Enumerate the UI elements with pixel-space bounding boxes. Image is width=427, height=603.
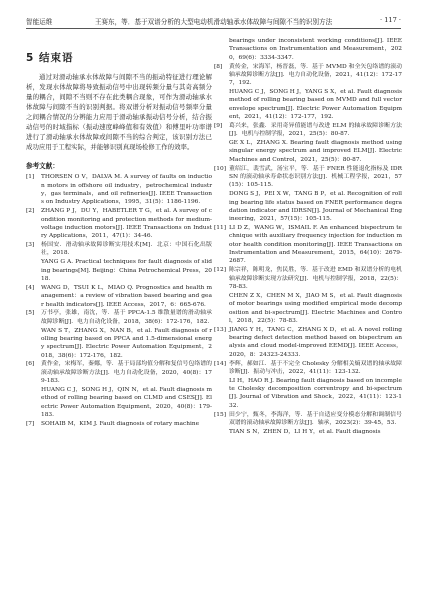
reference-entry [26, 258, 212, 283]
reference-number: [12] [214, 267, 226, 274]
reference-text: HUANG C J，SONG H J，YANG S X，et al. Fault diagnosis method of rolling bearing based on MVMD and full vector envelope spectrum[J]. Electric Power Automation Equipment，2021，41(12)：172-177，192. [229, 89, 402, 121]
reference-number: [7] [26, 420, 35, 427]
reference-number: [2] [26, 208, 35, 215]
reference-number: [3] [26, 242, 35, 249]
reference-text: SOHAIB M，KIM J. Fault diagnosis of rotary machine [41, 420, 200, 427]
reference-text: 黄作金，宋梅军，秦娜，等．基于局部均值分解和复信号包络谱的滚动轴承故障诊断方法[J]．电力自动化设备，2020，40(8)：179-183. [41, 361, 212, 385]
reference-entry [214, 224, 402, 266]
reference-text: LI H，HAO R J. Bearing fault diagnosis based on incomplete Cholesky decomposition correntropy and bi-spectrum[J]. Journal of Vibration and Shock，2022，41(11)：123-132. [229, 377, 402, 409]
reference-list-right [214, 37, 402, 436]
reference-entry [214, 165, 402, 190]
reference-text: bearings under inconsistent working conditions[J]. IEEE Transactions on Instrumentation and Measurement，2020，69(6)：3334-3347. [229, 38, 402, 61]
reference-text: 田少宁，甄冬，李海洋，等．基于自适应变分模态分解和调制信号双谱的滚动轴承故障诊断方法[J]．轴承，2023(2)：39-45，53. [229, 411, 402, 426]
running-header [26, 14, 401, 29]
reference-entry [214, 292, 402, 325]
reference-entry [214, 377, 402, 410]
reference-entry [214, 428, 402, 436]
reference-number: [9] [214, 122, 223, 129]
reference-entry [26, 207, 212, 240]
reference-number: [8] [214, 63, 223, 70]
reference-entry [214, 190, 402, 223]
reference-text: DONG S J，PEI X W，TANG B P，et al. Recognition of rolling bearing life status based on FNER performance degradation indicator and IDRSN[J]. Journal of Mechanical Engineering，2021，57(15)：105-115. [229, 191, 402, 223]
reference-entry [26, 420, 212, 428]
reference-text: WANG D，TSUI K L，MIAO Q. Prognostics and health management：a review of vibration based bearing and gear health indicators[J]. IEEE Access，2017，6：665-676. [41, 284, 212, 308]
reference-list-left [26, 173, 212, 428]
reference-entry [214, 63, 402, 88]
article-running-title: 王赛东，等．基于双谱分析的大型电动机滑动轴承水体故障与间隙不当的识别方法 [94, 18, 333, 26]
reference-entry [214, 411, 402, 428]
references-heading: 参考文献： [26, 162, 59, 171]
reference-entry [214, 37, 402, 62]
reference-number: [14] [214, 360, 226, 367]
left-column [26, 50, 212, 429]
reference-number: [13] [214, 326, 226, 333]
reference-text: HUANG C J，SONG H J，QIN N，et al. Fault diagnosis method of rolling bearing based on CLMD and CSES[J]. Electric Power Automation Equipment，2020，40(8)：179-183. [41, 386, 212, 418]
reference-text: JIANG Y H，TANG C，ZHANG X D，et al. A novel rolling bearing defect detection method based on bispectrum analysis and cloud model-improved EEMD[J]. IEEE Access，2020，8：24323-24333. [229, 326, 402, 358]
reference-text: 陈宗祥，陈明龙，焦民胜，等．基于改进 EMD 和双谱分析的电机轴承故障诊断实现方法研究[J]．电机与控制学报，2018，22(5)：78-83. [229, 267, 402, 290]
reference-text: WAN S T，ZHANG X，NAN B，et al. Fault diagnosis of rolling bearing based on PPCA and 1.5-dimensional energy spectrum[J]. Electric Power Automation Equipment，2018，38(6)：172-176，182. [41, 327, 212, 359]
reference-number: [15] [214, 411, 226, 418]
reference-text: 董绍江，裴雪武，汤宝平，等．基于 FNER 性能退化指标及 IDRSN 的滚动轴承寿命状态识别方法[J]．机械工程学报，2021，57(15)：105-115. [229, 165, 402, 189]
reference-text: 杨国安．滑动轴承故障诊断实用技术[M]．北京：中国石化出版社，2018. [41, 242, 212, 257]
reference-entry [214, 88, 402, 121]
reference-text: GE X L，ZHANG X. Bearing fault diagnosis method using singular energy spectrum and improved ELM[J]. Electric Machines and Control，2021，25(5)：80-87. [229, 140, 402, 163]
reference-entry [26, 309, 212, 326]
section-body [26, 72, 212, 152]
reference-number: [11] [214, 225, 226, 232]
reference-entry [214, 360, 402, 377]
reference-number: [5] [26, 310, 35, 317]
reference-text: 万书亭，张雄，南沈，等．基于 PPCA-1.5 维散量谱的滑动轴承故障诊断[J]．电力自动化设备，2018，38(6)：172-176，182. [41, 310, 212, 325]
reference-text: YANG G A. Practical techniques for fault diagnosis of sliding bearings[M]. Beijing：China Petrochemical Press，2018. [41, 259, 212, 282]
reference-number: [10] [214, 165, 226, 172]
reference-text: THORSEN O V，DALVA M. A survey of faults on induction motors in offshore oil industry，petrochemical industry，gas terminals，and oil refineries[J]. IEEE Transactions on Industry Applications，1995，31(5)：1186-1196. [41, 174, 212, 206]
reference-entry [214, 139, 402, 164]
reference-entry [214, 266, 402, 291]
journal-name: 智能运维 [26, 18, 53, 26]
reference-number: [6] [26, 361, 35, 368]
reference-entry [26, 327, 212, 360]
right-column [214, 37, 402, 437]
reference-text: 葛兴来，张鑫．采用奇异值能谱与改进 ELM 的轴承故障诊断方法[J]．电机与控制学报，2021，25(5)：80-87. [229, 122, 402, 138]
reference-text: LI D Z，WANG W，ISMAIL F. An enhanced bispectrum technique with auxiliary frequency injection for induction motor health condition monitoring[J]. IEEE Transactions on Instrumentation and Measurement，2015，64(10)：2679-2687. [229, 225, 402, 265]
reference-number: [4] [26, 284, 35, 291]
reference-entry [26, 284, 212, 309]
reference-entry [26, 241, 212, 258]
body-paragraph: 通过对滑动轴承水体故障与间隙不当的振动特征进行理论解析，发现水体故障将导致振动信号中出现转频分量与其奇高频分量的耦合，间隙不当则不存在此类耦合现象，可作为滑动轴承水体故障与间隙不当的识别判据。将双谱分析对振动信号频率分量之间耦合情况的分辨能力应用于滑动轴承振动信号分析，结合振动信号的时域指标（振动速度峰峰值和有效值）和傅里叶功率谱进行了滑动轴承水体故障或间隙不当的综合判定，该识别方法已成功应用于工程实际，并能够识别真现场检修工作的效率。 [26, 73, 212, 152]
reference-text: ZHANG P J，DU Y，HABETLER T G，et al. A survey of condition monitoring and protection methods for medium-voltage induction motors[J]. IEEE Transactions on Industry Applications，2011，47(1)：34-46. [41, 208, 212, 240]
reference-entry [26, 173, 212, 206]
reference-entry [26, 360, 212, 385]
reference-text: 黄传金，宋海军，杨晋磊，等．基于 MVMD 和全矢包络谱的滚动轴承故障诊断方法[J]．电力自动化设备，2021，41(12)：172-177，192. [229, 63, 402, 87]
section-heading: 5 结束语 [26, 52, 74, 64]
reference-text: CHEN Z X，CHEN M X，JIAO M S，et al. Fault diagnosis of motor bearings using modified empirical mode decomposition and bi-spectrum[J]. Electric Machines and Control，2018，22(5)：78-83. [229, 292, 402, 324]
reference-text: 李辉，郝如江．基于不完全 Cholesky 分解相关熵双谱的轴承故障诊断[J]．振动与冲击，2022，41(11)：123-132. [229, 360, 402, 375]
reference-entry [214, 122, 402, 139]
reference-text: TIAN S N，ZHEN D，LI H Y，et al. Fault diagnosis [229, 428, 381, 435]
reference-entry [26, 386, 212, 419]
reference-number: [1] [26, 174, 35, 181]
reference-entry [214, 326, 402, 359]
page-number: · 117 · [380, 16, 401, 24]
